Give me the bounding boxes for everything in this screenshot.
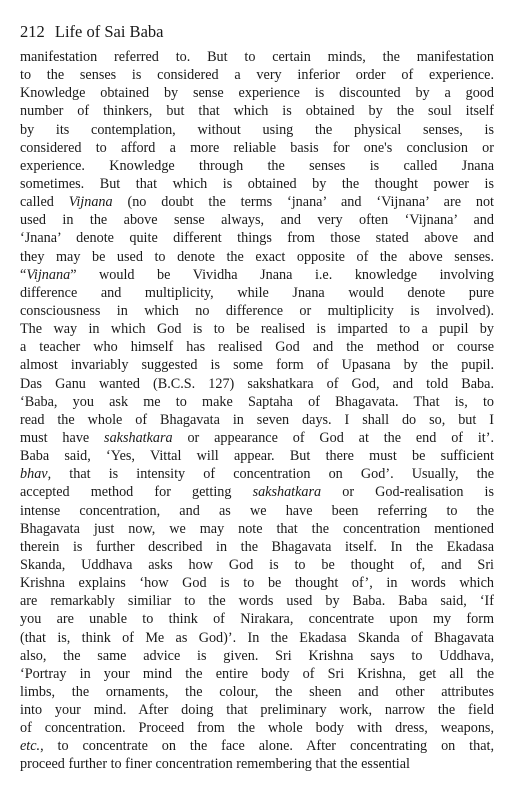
text-line bbox=[20, 574, 494, 592]
italic-term: bhav bbox=[20, 466, 48, 483]
text-segment: also, the same advice is given. Sri Krishna says to Uddhava, bbox=[20, 647, 494, 664]
text-line bbox=[20, 592, 494, 610]
text-segment: considered to afford a more reliable basis for one's conclusion or bbox=[20, 139, 494, 156]
text-segment: a teacher who himself has realised God and the method or course bbox=[20, 339, 494, 356]
text-line bbox=[20, 320, 494, 338]
text-segment: Baba said, ‘Yes, Vittal will appear. But there must be sufficient bbox=[20, 448, 494, 465]
text-segment: ‘Baba, you ask me to make Saptaha of Bhagavata. That is, to bbox=[20, 393, 494, 410]
text-segment: Bhagavata just now, we may note that the concentration mentioned bbox=[20, 520, 494, 537]
text-segment: number of thinkers, but that which is obtained by the soul itself bbox=[20, 103, 494, 120]
text-segment: proceed further to finer concentration remembering that the essential bbox=[20, 756, 410, 773]
text-segment: into your mind. After doing that preliminary work, narrow the field bbox=[20, 702, 494, 719]
text-line bbox=[20, 266, 494, 284]
text-line bbox=[20, 48, 494, 66]
running-head bbox=[20, 22, 494, 42]
text-line bbox=[20, 665, 494, 683]
text-segment: must have bbox=[20, 429, 105, 446]
text-line bbox=[20, 538, 494, 556]
text-line bbox=[20, 302, 494, 320]
text-segment: of concentration. Proceed from the whole body with dress, weapons, bbox=[20, 720, 494, 737]
text-segment: they may be used to denote the exact opposite of the above senses. bbox=[20, 248, 494, 265]
text-line bbox=[20, 84, 494, 102]
text-line bbox=[20, 102, 494, 120]
text-line bbox=[20, 483, 494, 501]
text-segment: accepted method for getting bbox=[20, 484, 253, 501]
text-segment: consciousness in which no difference or multiplicity is involved). bbox=[20, 302, 494, 319]
text-segment: difference and multiplicity, while Jnana would denote pure bbox=[20, 284, 494, 301]
italic-term: Vijnana bbox=[26, 266, 71, 283]
text-line bbox=[20, 755, 494, 773]
text-line bbox=[20, 193, 494, 211]
book-page bbox=[20, 0, 494, 800]
book-title: Life of Sai Baba bbox=[54, 22, 164, 41]
text-segment: you are unable to think of Nirakara, concentrate upon my form bbox=[20, 611, 494, 628]
text-line bbox=[20, 139, 494, 157]
text-line bbox=[20, 229, 494, 247]
text-segment: are remarkably similiar to the words used by Baba. Baba said, ‘If bbox=[20, 593, 494, 610]
text-line bbox=[20, 647, 494, 665]
text-segment: , that is intensity of concentration on God’. Usually, the bbox=[47, 466, 494, 483]
text-line bbox=[20, 683, 494, 701]
italic-term: sakshatkara bbox=[252, 484, 322, 501]
text-line bbox=[20, 284, 494, 302]
page-number: 212 bbox=[20, 22, 45, 41]
text-line bbox=[20, 502, 494, 520]
text-line bbox=[20, 701, 494, 719]
text-line bbox=[20, 175, 494, 193]
text-segment: (no doubt the terms ‘jnana’ and ‘Vijnana’ are not bbox=[112, 194, 494, 211]
body-text bbox=[20, 48, 494, 774]
text-line bbox=[20, 66, 494, 84]
text-line bbox=[20, 211, 494, 229]
italic-term: sakshatkara bbox=[104, 429, 173, 446]
text-segment: ” would be Vividha Jnana i.e. knowledge involving bbox=[70, 266, 494, 283]
text-segment: limbs, the ornaments, the colour, the sheen and other attributes bbox=[20, 683, 494, 700]
text-line bbox=[20, 411, 494, 429]
text-line bbox=[20, 393, 494, 411]
text-line bbox=[20, 248, 494, 266]
text-segment: read the whole of Bhagavata in seven days. I shall do so, but I bbox=[20, 411, 494, 428]
text-segment: sometimes. But that which is obtained by the thought power is bbox=[20, 175, 494, 192]
text-line bbox=[20, 629, 494, 647]
italic-term: Vijnana bbox=[68, 194, 113, 211]
text-segment: manifestation referred to. But to certain minds, the manifestation bbox=[20, 49, 494, 65]
text-segment: by its contemplation, without using the physical senses, is bbox=[20, 121, 494, 138]
text-line bbox=[20, 356, 494, 374]
text-segment: Krishna explains ‘how God is to be thought of’, in words which bbox=[20, 575, 494, 592]
text-segment: called bbox=[20, 194, 69, 211]
text-line bbox=[20, 556, 494, 574]
text-line bbox=[20, 520, 494, 538]
text-segment: intense concentration, and as we have been referring to the bbox=[20, 502, 494, 519]
italic-term: etc. bbox=[20, 738, 41, 755]
text-segment: Das Ganu wanted (B.C.S. 127) sakshatkara of God, and told Baba. bbox=[20, 375, 494, 392]
text-segment: Knowledge obtained by sense experience is discounted by a good bbox=[20, 85, 494, 102]
text-segment: or God-realisation is bbox=[321, 484, 494, 501]
text-line bbox=[20, 121, 494, 139]
text-segment: , to concentrate on the face alone. After concentrating on that, bbox=[40, 738, 494, 755]
text-segment: Skanda, Uddhava asks how God is to be thought of, and Sri bbox=[20, 556, 494, 573]
text-segment: to the senses is considered a very inferior order of experience. bbox=[20, 67, 494, 84]
text-segment: used in the above sense always, and very often ‘Vijnana’ and bbox=[20, 212, 494, 229]
text-segment: (that is, think of Me as God)’. In the Ekadasa Skanda of Bhagavata bbox=[20, 629, 494, 646]
text-segment: experience. Knowledge through the senses is called Jnana bbox=[20, 157, 494, 174]
text-line bbox=[20, 157, 494, 175]
text-line bbox=[20, 719, 494, 737]
text-segment: therein is further described in the Bhagavata itself. In the Ekadasa bbox=[20, 538, 494, 555]
text-line bbox=[20, 610, 494, 628]
text-line bbox=[20, 447, 494, 465]
text-segment: “ bbox=[20, 266, 27, 283]
text-line bbox=[20, 429, 494, 447]
text-segment: ‘Jnana’ denote quite different things from those stated above and bbox=[20, 230, 494, 247]
text-line bbox=[20, 465, 494, 483]
text-segment: almost invariably suggested is some form of Upasana by the pupil. bbox=[20, 357, 494, 374]
text-segment: ‘Portray in your mind the entire body of Sri Krishna, get all the bbox=[20, 665, 494, 682]
text-segment: The way in which God is to be realised is imparted to a pupil by bbox=[20, 321, 494, 338]
text-line bbox=[20, 375, 494, 393]
text-line bbox=[20, 737, 494, 755]
text-segment: or appearance of God at the end of it’. bbox=[172, 429, 494, 446]
text-line bbox=[20, 338, 494, 356]
